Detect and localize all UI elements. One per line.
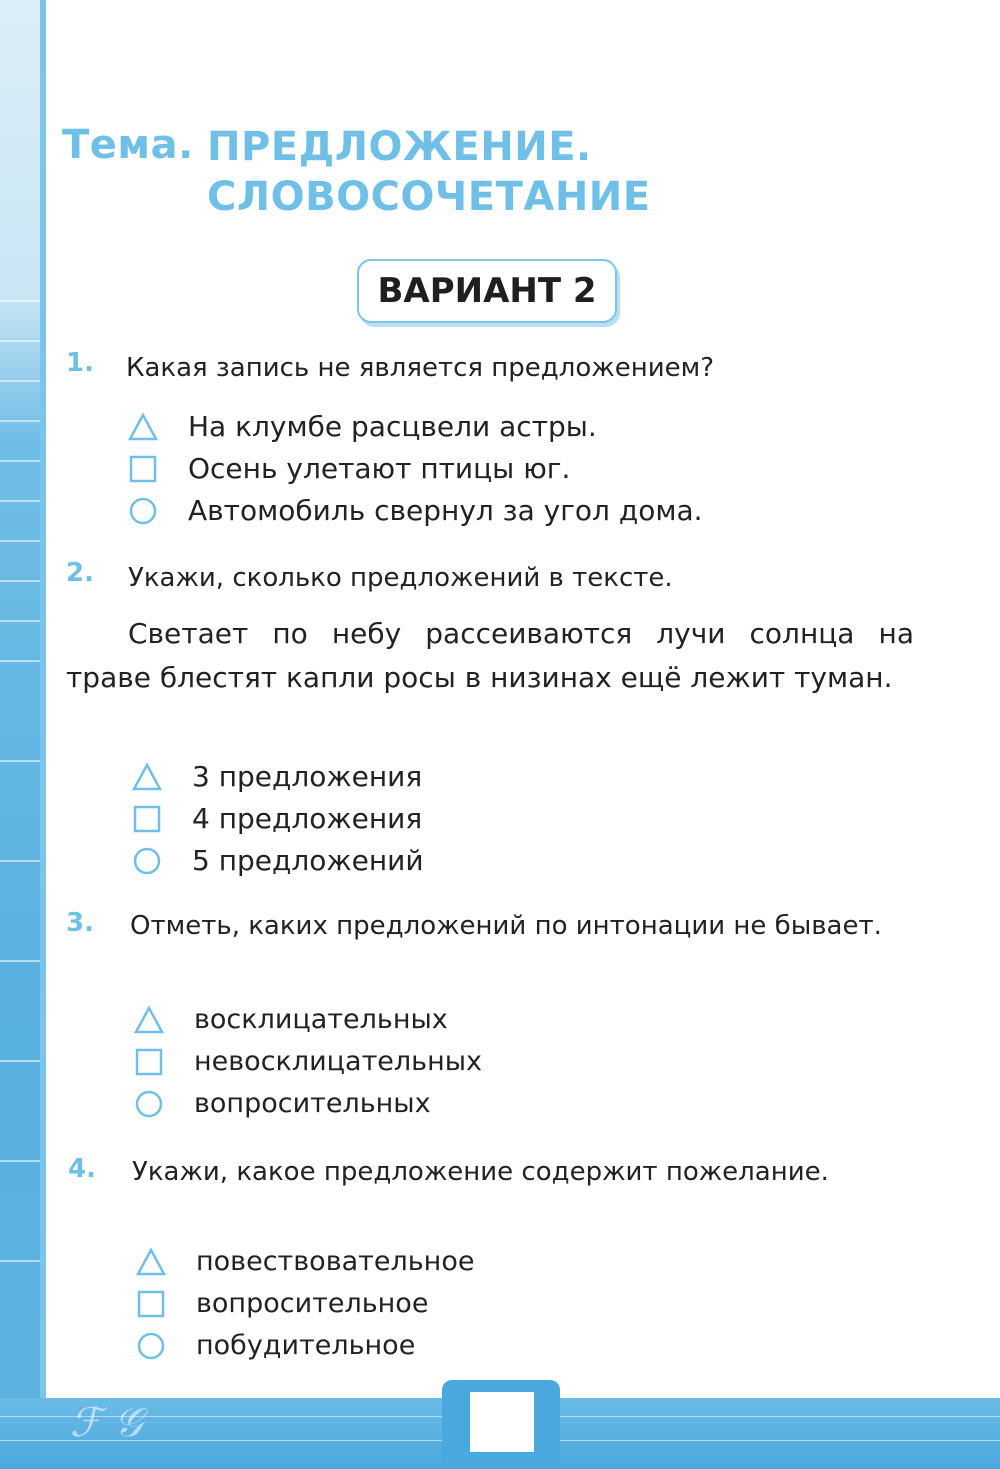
answer-option[interactable] — [132, 844, 424, 877]
circle-icon[interactable] — [132, 846, 162, 876]
option-label: невосклицательных — [194, 1046, 483, 1077]
answer-option[interactable] — [128, 452, 570, 485]
theme-label: Тема. — [62, 122, 194, 168]
option-label: 5 предложений — [192, 844, 424, 877]
answer-option[interactable] — [134, 1046, 482, 1077]
answer-option[interactable] — [136, 1246, 474, 1277]
answer-option[interactable] — [132, 760, 422, 793]
answer-option[interactable] — [132, 802, 422, 835]
page-number-box — [470, 1392, 534, 1452]
triangle-icon[interactable] — [132, 762, 162, 792]
variant-badge: ВАРИАНТ 2 — [357, 259, 617, 323]
question-text: Укажи, какое предложение содержит пожелание. — [132, 1157, 829, 1187]
theme-title-line2: СЛОВОСОЧЕТАНИЕ — [207, 174, 651, 220]
square-icon[interactable] — [132, 804, 162, 834]
option-label: Осень улетают птицы юг. — [188, 452, 571, 485]
answer-option[interactable] — [134, 1088, 431, 1119]
theme-title — [207, 122, 651, 222]
answer-option[interactable] — [134, 1004, 448, 1035]
theme-title-line1: ПРЕДЛОЖЕНИЕ. — [207, 124, 592, 170]
triangle-icon[interactable] — [136, 1247, 166, 1277]
answer-option[interactable] — [128, 494, 703, 527]
square-icon[interactable] — [136, 1289, 166, 1319]
option-label: вопросительных — [194, 1088, 431, 1119]
square-icon[interactable] — [134, 1047, 164, 1077]
circle-icon[interactable] — [128, 496, 158, 526]
option-label: повествовательное — [196, 1246, 475, 1277]
triangle-icon[interactable] — [128, 412, 158, 442]
question-passage: Светает по небу рассеиваются лучи солнца на траве блестят капли росы в низинах ещё лежит туман. — [66, 617, 914, 694]
circle-icon[interactable] — [134, 1089, 164, 1119]
answer-option[interactable] — [128, 410, 597, 443]
question-number: 2. — [66, 558, 94, 588]
question-text: Какая запись не является предложением? — [126, 353, 715, 383]
option-label: восклицательных — [194, 1004, 448, 1035]
option-label: Автомобиль свернул за угол дома. — [188, 494, 703, 527]
option-label: 4 предложения — [192, 802, 423, 835]
question-number: 1. — [66, 348, 94, 378]
question-number: 4. — [68, 1154, 96, 1184]
question-text: Отметь, каких предложений по интонации не бывает. — [130, 911, 882, 941]
circle-icon[interactable] — [136, 1331, 166, 1361]
option-label: побудительное — [196, 1330, 416, 1361]
script-letters-decor: ℱ 𝒢 — [70, 1400, 143, 1446]
answer-option[interactable] — [136, 1288, 428, 1319]
option-label: вопросительное — [196, 1288, 429, 1319]
left-decor-strip — [0, 0, 44, 1469]
triangle-icon[interactable] — [134, 1005, 164, 1035]
option-label: На клумбе расцвели астры. — [188, 410, 597, 443]
question-number: 3. — [66, 908, 94, 938]
answer-option[interactable] — [136, 1330, 415, 1361]
option-label: 3 предложения — [192, 760, 423, 793]
square-icon[interactable] — [128, 454, 158, 484]
left-border — [40, 0, 46, 1400]
question-text: Укажи, сколько предложений в тексте. — [128, 563, 673, 593]
